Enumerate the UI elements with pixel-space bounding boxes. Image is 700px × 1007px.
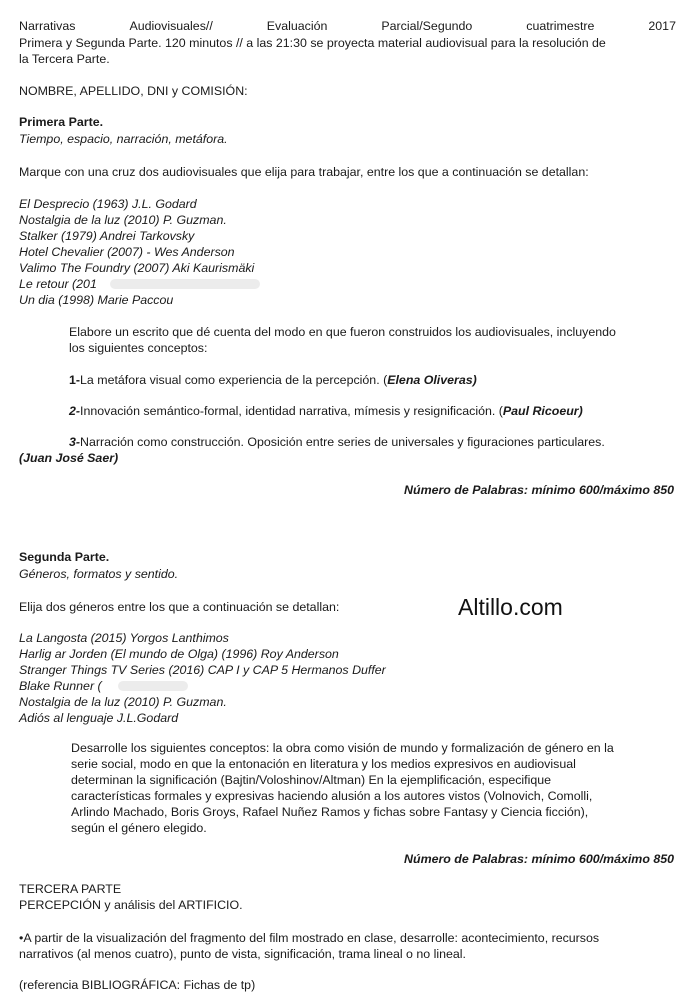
- concept-3: [69, 434, 605, 450]
- part1-task-line: los siguientes conceptos:: [69, 341, 208, 355]
- header-word: Parcial/Segundo: [381, 19, 473, 33]
- header-word: Evaluación: [266, 19, 328, 33]
- film-item: Stalker (1979) Andrei Tarkovsky: [19, 229, 195, 243]
- film-item-partial: Le retour (201: [19, 277, 97, 291]
- film-item: La Langosta (2015) Yorgos Lanthimos: [19, 631, 229, 645]
- header-word: Audiovisuales//: [129, 19, 213, 33]
- film-item: Adiós al lenguaje J.L.Godard: [19, 711, 179, 725]
- part1-task-line: Elabore un escrito que dé cuenta del modo en que fueron construidos los audiovisuales, incluyendo: [69, 325, 616, 339]
- watermark: Altillo.com: [458, 594, 563, 620]
- part3-task-line: narrativos (al menos cuatro), punto de vista, significación, trama lineal o no lineal.: [19, 947, 466, 961]
- part3-task-line: •A partir de la visualización del fragmento del film mostrado en clase, desarrolle: acontecimiento, recursos: [19, 931, 600, 945]
- film-item: El Desprecio (1963) J.L. Godard: [19, 197, 197, 211]
- concept-text: La metáfora visual como experiencia de la percepción. (: [80, 373, 388, 387]
- part1-instruction: Marque con una cruz dos audiovisuales que elija para trabajar, entre los que a continuación se detallan:: [19, 165, 589, 179]
- part2-task-line: determinan la significación (Bajtin/Voloshinov/Altman) En la ejemplificación, especifique: [71, 773, 552, 787]
- film-item: Valimo The Foundry (2007) Aki Kaurismäki: [19, 261, 255, 275]
- concept-3-author: (Juan José Saer): [19, 451, 119, 465]
- concept-number: 2-: [69, 404, 81, 418]
- concept-text: Innovación semántico-formal, identidad narrativa, mímesis y resignificación. (: [80, 404, 503, 418]
- part2-task-line: características formales y expresivas haciendo alusión a los autores vistos (Volnovich, Comolli,: [71, 789, 593, 803]
- header-line-2: Primera y Segunda Parte. 120 minutos // a las 21:30 se proyecta material audiovisual para la resolución de: [19, 36, 606, 50]
- concept-1: [69, 372, 477, 388]
- concept-author: Elena Oliveras): [387, 373, 477, 387]
- part3-title: TERCERA PARTE: [19, 882, 122, 896]
- concept-number: 1-: [69, 373, 81, 387]
- part1-subtitle: Tiempo, espacio, narración, metáfora.: [19, 132, 228, 146]
- header-word: cuatrimestre: [526, 19, 595, 33]
- header-line-3: la Tercera Parte.: [19, 52, 110, 66]
- part3-reference: (referencia BIBLIOGRÁFICA: Fichas de tp): [19, 978, 256, 992]
- film-item: Harlig ar Jorden (El mundo de Olga) (1996) Roy Anderson: [19, 647, 339, 661]
- header-word: 2017: [648, 19, 676, 33]
- film-item: Un dia (1998) Marie Paccou: [19, 293, 174, 307]
- header-line-1: [19, 18, 676, 34]
- student-info-line: NOMBRE, APELLIDO, DNI y COMISIÓN:: [19, 84, 248, 98]
- film-item: Hotel Chevalier (2007) - Wes Anderson: [19, 245, 235, 259]
- part2-subtitle: Géneros, formatos y sentido.: [19, 567, 179, 581]
- part1-word-count: Número de Palabras: mínimo 600/máximo 850: [404, 483, 674, 497]
- concept-number: 3-: [69, 435, 81, 449]
- part2-instruction: Elija dos géneros entre los que a continuación se detallan:: [19, 600, 340, 614]
- part2-task-line: Desarrolle los siguientes conceptos: la obra como visión de mundo y formalización de género en la: [71, 741, 614, 755]
- film-item: Nostalgia de la luz (2010) P. Guzman.: [19, 213, 227, 227]
- concept-author: Paul Ricoeur): [502, 404, 583, 418]
- film-item: Stranger Things TV Series (2016) CAP I y CAP 5 Hermanos Duffer: [19, 663, 386, 677]
- concept-text: Narración como construcción. Oposición entre series de universales y figuraciones particulares.: [80, 435, 605, 449]
- film-item: Nostalgia de la luz (2010) P. Guzman.: [19, 695, 227, 709]
- part1-title: Primera Parte.: [19, 115, 104, 129]
- illegible-smudge: [118, 681, 188, 691]
- part2-task-line: serie social, modo en que la entonación en literatura y los medios expresivos en audiovisual: [71, 757, 576, 771]
- part2-task-line: Arlindo Machado, Boris Groys, Rafael Nuñez Ramos y fichas sobre Fantasy y Ciencia ficción),: [71, 805, 589, 819]
- part2-task-line: según el género elegido.: [71, 821, 207, 835]
- part3-subtitle: PERCEPCIÓN y análisis del ARTIFICIO.: [19, 898, 243, 912]
- header-word: Narrativas: [19, 19, 76, 33]
- concept-2: [69, 403, 583, 419]
- part2-word-count: Número de Palabras: mínimo 600/máximo 850: [404, 852, 674, 866]
- illegible-smudge: [110, 279, 260, 289]
- part2-title: Segunda Parte.: [19, 550, 110, 564]
- film-item-partial: Blake Runner (: [19, 679, 102, 693]
